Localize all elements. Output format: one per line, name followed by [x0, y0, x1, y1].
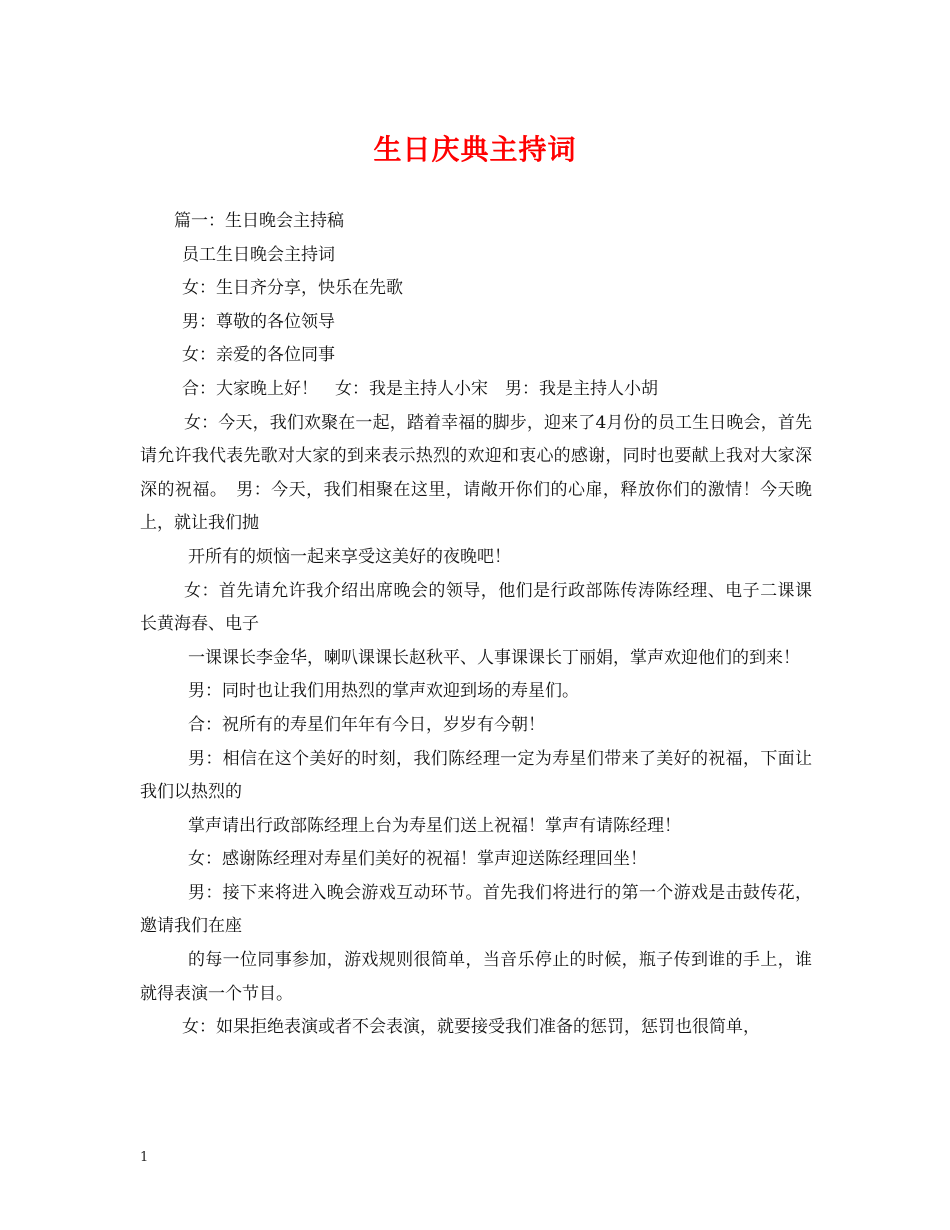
paragraph: 合：祝所有的寿星们年年有今日，岁岁有今朝！: [188, 714, 545, 735]
paragraph: 男：接下来将进入晚会游戏互动环节。首先我们将进行的第一个游戏是击鼓传花，邀请我们在座: [140, 882, 812, 937]
paragraph: 男：同时也让我们用热烈的掌声欢迎到场的寿星们。: [188, 681, 579, 702]
paragraph: 男：尊敬的各位领导: [182, 311, 335, 332]
paragraph: 开所有的烦恼一起来享受这美好的夜晚吧！: [188, 546, 511, 567]
paragraph: 员工生日晚会主持词: [182, 244, 335, 265]
paragraph: 的每一位同事参加，游戏规则很简单，当音乐停止的时候，瓶子传到谁的手上，谁就得表演一个节目。: [140, 950, 812, 1004]
paragraph: 男：相信在这个美好的时刻，我们陈经理一定为寿星们带来了美好的祝福，下面让我们以热烈的: [140, 748, 812, 803]
paragraph: 女：今天，我们欢聚在一起，踏着幸福的脚步，迎来了4月份的员工生日晚会，首先请允许我代表先歌对大家的到来表示热烈的欢迎和衷心的感谢，同时也要献上我对大家深深的祝福。 男：今天，我们相聚在这里，请敞开你们的心扉，释放你们的激情！今天晚上，就让我们抛: [140, 412, 812, 534]
paragraph: 篇一：生日晚会主持稿: [174, 211, 344, 231]
paragraph: 女：如果拒绝表演或者不会表演，就要接受我们准备的惩罚，惩罚也很简单，: [182, 1017, 760, 1038]
paragraph: 女：首先请允许我介绍出席晚会的领导，他们是行政部陈传涛陈经理、电子二课课长黄海春、电子: [140, 580, 812, 635]
paragraph: 女：生日齐分享，快乐在先歌: [182, 278, 403, 299]
page-number: 1: [140, 1150, 149, 1165]
paragraph: 一课课长李金华，喇叭课课长赵秋平、人事课课长丁丽娟，掌声欢迎他们的到来！: [188, 647, 800, 668]
paragraph: 合：大家晚上好！ 女：我是主持人小宋 男：我是主持人小胡: [182, 378, 658, 399]
document-body: [140, 205, 812, 1045]
paragraph: 女：感谢陈经理对寿星们美好的祝福！掌声迎送陈经理回坐！: [188, 849, 647, 870]
paragraph: 掌声请出行政部陈经理上台为寿星们送上祝福！掌声有请陈经理！: [188, 815, 681, 836]
paragraph: 女：亲爱的各位同事: [182, 345, 335, 366]
document-title: 生日庆典主持词: [373, 133, 577, 166]
